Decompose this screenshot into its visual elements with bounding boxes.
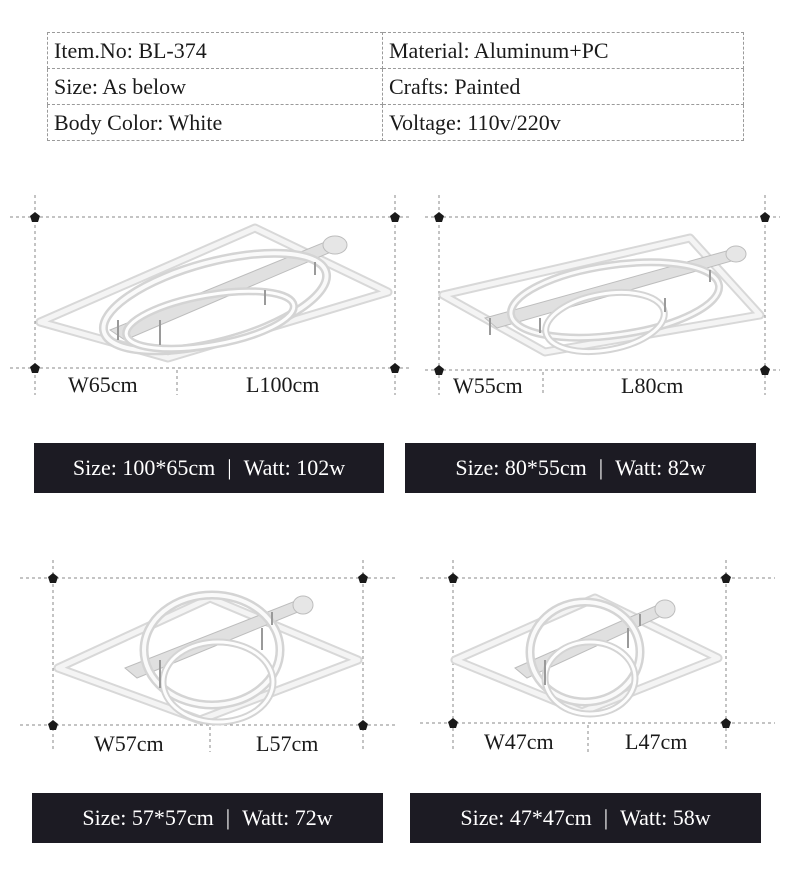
width-label: W57cm [94, 731, 164, 756]
length-label: L57cm [256, 731, 319, 756]
spec-banner-3 [32, 793, 383, 843]
voltage: Voltage: 110v/220v [383, 105, 744, 141]
separator: | [598, 455, 604, 480]
length-label: L80cm [621, 373, 684, 398]
size-text: Size: 47*47cm [460, 805, 592, 830]
material: Material: Aluminum+PC [383, 33, 744, 69]
spec-banner-1 [34, 443, 384, 493]
watt-text: Watt: 58w [620, 805, 711, 830]
size-text: Size: 80*55cm [455, 455, 587, 480]
size-text: Size: 100*65cm [72, 455, 216, 480]
width-label: W55cm [453, 373, 523, 398]
separator: | [227, 455, 232, 480]
spec-table [47, 32, 744, 141]
crafts: Crafts: Painted [383, 69, 744, 105]
body-color: Body Color: White [48, 105, 383, 141]
width-label: W47cm [484, 729, 554, 754]
size-spec: Size: As below [48, 69, 383, 105]
width-label: W65cm [68, 372, 138, 397]
separator: | [225, 805, 231, 830]
spec-row [48, 69, 744, 105]
item-number: Item.No: BL-374 [48, 33, 383, 69]
spec-banner-2 [405, 443, 756, 493]
separator: | [603, 805, 609, 830]
watt-text: Watt: 102w [243, 455, 346, 480]
spec-row [48, 105, 744, 141]
spec-row [48, 33, 744, 69]
watt-text: Watt: 72w [242, 805, 333, 830]
length-label: L47cm [625, 729, 688, 754]
spec-banner-4 [410, 793, 761, 843]
watt-text: Watt: 82w [615, 455, 706, 480]
size-text: Size: 57*57cm [82, 805, 214, 830]
length-label: L100cm [246, 372, 320, 397]
